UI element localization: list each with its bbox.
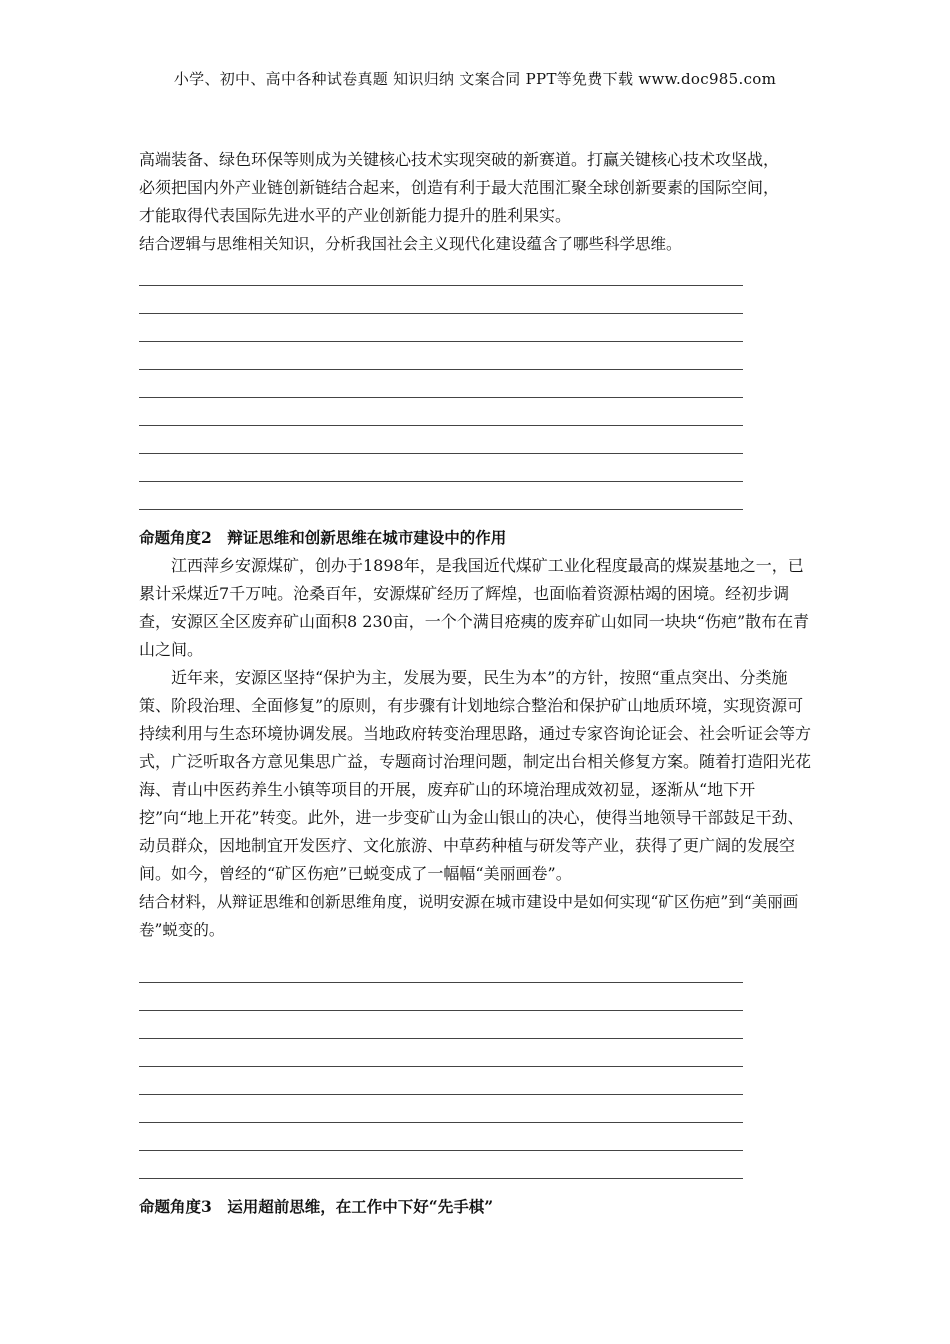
section2-paragraph-2: 近年来，安源区坚持“保护为主，发展为要，民生为本”的方针，按照“重点突出、分类施策、阶段治理、全面修复”的原则，有步骤有计划地综合整治和保护矿山地质环境，实现资源可持续利用与生态环境协调发展。当地政府转变治理思路，通过专家咨询论证会、社会听证会等方式，广泛听取各方意见集思广益，专题商讨治理问题，制定出台相关修复方案。随着打造阳光花海、青山中医药养生小镇等项目的开展，废弃矿山的环境治理成效初显，逐渐从“地下开挖”向“地上开花”转变。此外，进一步变矿山为金山银山的决心，使得当地领导干部鼓足干劲、动员群众，因地制宜开发医疗、文化旅游、中草药种植与研发等产业，获得了更广阔的发展空间。如今，曾经的“矿区伤疤”已蜕变成了一幅幅“美丽画卷”。	[139, 668, 812, 883]
answer-line[interactable]	[139, 955, 743, 983]
answer-line[interactable]	[139, 482, 743, 510]
answer-line[interactable]	[139, 314, 743, 342]
section1-line-3: 才能取得代表国际先进水平的产业创新能力提升的胜利果实。	[139, 206, 572, 225]
answer-line[interactable]	[139, 426, 743, 454]
answer-line[interactable]	[139, 286, 743, 314]
section3-heading: 命题角度3 运用超前思维，在工作中下好“先手棋”	[139, 1197, 494, 1216]
page-header: 小学、初中、高中各种试卷真题 知识归纳 文案合同 PPT等免费下载 www.doc985.com	[173, 70, 777, 88]
section2-heading: 命题角度2 辩证思维和创新思维在城市建设中的作用	[139, 528, 507, 547]
section1-question: 结合逻辑与思维相关知识，分析我国社会主义现代化建设蕴含了哪些科学思维。	[139, 235, 682, 253]
answer-line[interactable]	[139, 1067, 743, 1095]
answer-line[interactable]	[139, 1123, 743, 1151]
section1-text	[139, 146, 819, 258]
answer-lines-2[interactable]	[139, 955, 743, 1179]
answer-line[interactable]	[139, 342, 743, 370]
answer-line[interactable]	[139, 1095, 743, 1123]
answer-line[interactable]	[139, 398, 743, 426]
answer-line[interactable]	[139, 1039, 743, 1067]
answer-line[interactable]	[139, 454, 743, 482]
answer-line[interactable]	[139, 1151, 743, 1179]
answer-line[interactable]	[139, 983, 743, 1011]
answer-line[interactable]	[139, 1011, 743, 1039]
section2-question: 结合材料，从辩证思维和创新思维角度，说明安源在城市建设中是如何实现“矿区伤疤”到“美丽画卷”蜕变的。	[139, 893, 799, 939]
section1-line-2: 必须把国内外产业链创新链结合起来，创造有利于最大范围汇聚全球创新要素的国际空间，	[139, 178, 780, 197]
answer-lines-1[interactable]	[139, 258, 743, 510]
answer-line[interactable]	[139, 258, 743, 286]
answer-line[interactable]	[139, 370, 743, 398]
section3	[139, 1193, 819, 1221]
section2-paragraph-1: 江西萍乡安源煤矿，创办于1898年，是我国近代煤矿工业化程度最高的煤炭基地之一，已累计采煤近7千万吨。沧桑百年，安源煤矿经历了辉煌，也面临着资源枯竭的困境。经初步调查，安源区全区废弃矿山面积8 230亩，一个个满目疮痍的废弃矿山如同一块块“伤疤”散布在青山之间。	[139, 556, 810, 659]
section1-line-1: 高端装备、绿色环保等则成为关键核心技术实现突破的新赛道。打赢关键核心技术攻坚战，	[139, 150, 780, 169]
section2	[139, 524, 819, 944]
